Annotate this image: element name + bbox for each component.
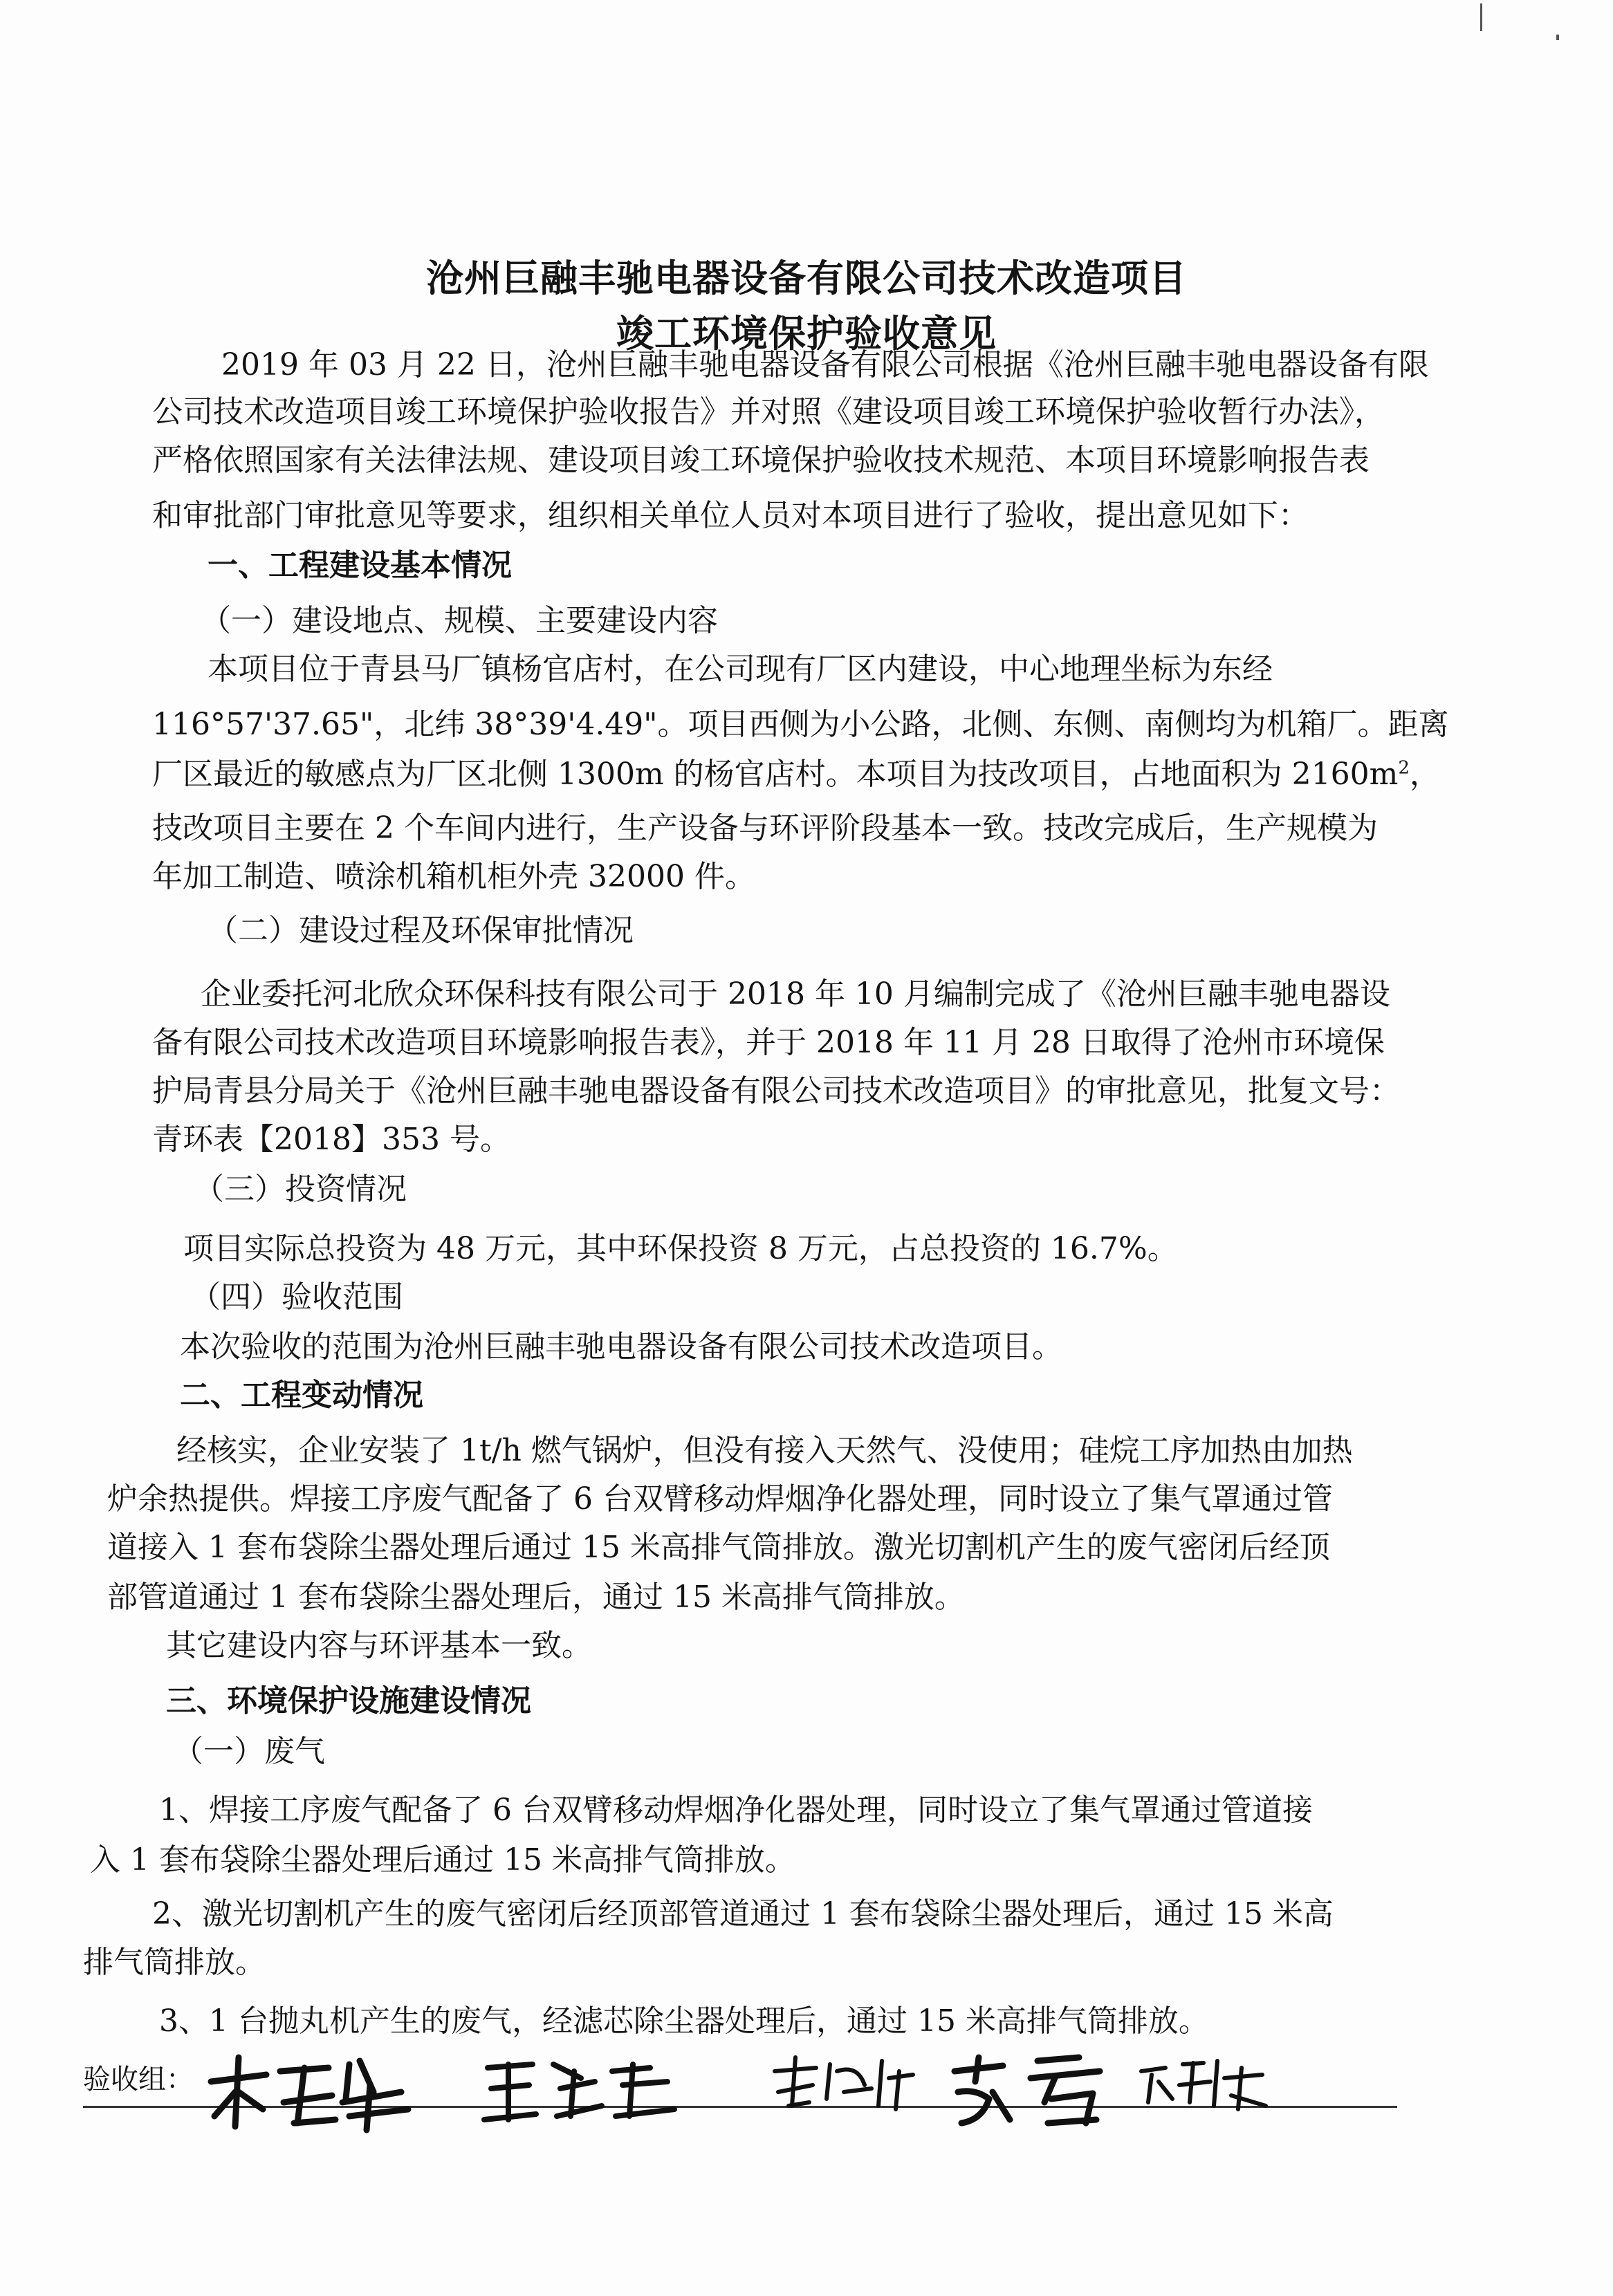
body-line: 炉余热提供。焊接工序废气配备了 6 台双臂移动焊烟净化器处理，同时设立了集气罩通过管 [107, 1481, 1333, 1517]
body-line: 本项目位于青县马厂镇杨官店村，在公司现有厂区内建设，中心地理坐标为东经 [208, 651, 1273, 687]
body-line: 其它建设内容与环评基本一致。 [166, 1628, 592, 1663]
body-line: 排气筒排放。 [83, 1945, 266, 1980]
body-line: 入 1 套布袋除尘器处理后通过 15 米高排气筒排放。 [90, 1842, 795, 1878]
signature-5 [1134, 2050, 1273, 2113]
body-line: 部管道通过 1 套布袋除尘器处理后，通过 15 米高排气筒排放。 [107, 1580, 965, 1615]
body-line-area: 厂区最近的敏感点为厂区北侧 1300m 的杨官店村。本项目为技改项目，占地面积为 $2160m^2$， [152, 757, 1440, 792]
subsection-heading: （一）废气 [173, 1734, 325, 1769]
body-line: 本次验收的范围为沧州巨融丰驰电器设备有限公司技术改造项目。 [180, 1329, 1062, 1364]
body-line: 公司技术改造项目竣工环境保护验收报告》并对照《建设项目竣工环境保护验收暂行办法》， [152, 394, 1385, 429]
section-heading-2: 二、工程变动情况 [180, 1378, 423, 1413]
signature-3 [768, 2050, 920, 2113]
body-line: 2、激光切割机产生的废气密闭后经顶部管道通过 1 套布袋除尘器处理后，通过 15 米高 [152, 1896, 1334, 1932]
body-line: 3、1 台抛丸机产生的废气，经滤芯除尘器处理后，通过 15 米高排气筒排放。 [159, 2003, 1209, 2039]
acceptance-group-label: 验收组： [83, 2064, 194, 2095]
subsection-heading: （四）验收范围 [190, 1279, 403, 1315]
body-line: 年加工制造、喷涂机箱机柜外壳 32000 件。 [152, 859, 755, 894]
section-heading-3: 三、环境保护设施建设情况 [166, 1683, 531, 1719]
subsection-heading: （一）建设地点、规模、主要建设内容 [201, 603, 718, 638]
document-title-line2: 竣工环境保护验收意见 [616, 312, 997, 355]
body-line: 护局青县分局关于《沧州巨融丰驰电器设备有限公司技术改造项目》的审批意见，批复文号： [152, 1073, 1400, 1109]
body-line: 1、焊接工序废气配备了 6 台双臂移动焊烟净化器处理，同时设立了集气罩通过管道接 [159, 1793, 1313, 1828]
body-line: 技改项目主要在 2 个车间内进行，生产设备与环评阶段基本一致。技改完成后，生产规模为 [152, 811, 1378, 846]
body-line: 严格依照国家有关法律法规、建设项目竣工环境保护验收技术规范、本项目环境影响报告表 [152, 443, 1370, 478]
body-line: 经核实，企业安装了 1t/h 燃气锅炉，但没有接入天然气、没使用；硅烷工序加热由加热 [176, 1433, 1353, 1468]
scan-speck [1480, 3, 1482, 31]
body-line: 备有限公司技术改造项目环境影响报告表》，并于 2018 年 11 月 28 日取得了沧州市环境保 [152, 1025, 1385, 1060]
signature-1 [201, 2050, 422, 2133]
body-line: 116°57'37.65"，北纬 38°39'4.49"。项目西侧为小公路，北侧、东侧、南侧均为机箱厂。距离 [152, 707, 1449, 742]
section-heading-1: 一、工程建设基本情况 [208, 548, 512, 583]
body-line: 企业委托河北欣众环保科技有限公司于 2018 年 10 月编制完成了《沧州巨融丰驰电器设 [201, 976, 1390, 1012]
body-line: 道接入 1 套布袋除尘器处理后通过 15 米高排气筒排放。激光切割机产生的废气密闭后经顶 [107, 1530, 1330, 1565]
subsection-heading: （二）建设过程及环保审批情况 [208, 913, 634, 948]
signature-4 [941, 2050, 1121, 2133]
body-line: 和审批部门审批意见等要求，组织相关单位人员对本项目进行了验收，提出意见如下： [152, 498, 1309, 533]
document-title-line1: 沧州巨融丰驰电器设备有限公司技术改造项目 [426, 257, 1187, 300]
body-line: 项目实际总投资为 48 万元，其中环保投资 8 万元，占总投资的 16.7%。 [183, 1231, 1178, 1266]
subsection-heading: （三）投资情况 [194, 1172, 407, 1207]
scan-speck [1556, 35, 1559, 40]
body-line: 青环表【2018】353 号。 [152, 1122, 510, 1157]
body-line: 2019 年 03 月 22 日，沧州巨融丰驰电器设备有限公司根据《沧州巨融丰驰电器设备有限 [221, 347, 1429, 382]
signature-2 [477, 2050, 685, 2127]
